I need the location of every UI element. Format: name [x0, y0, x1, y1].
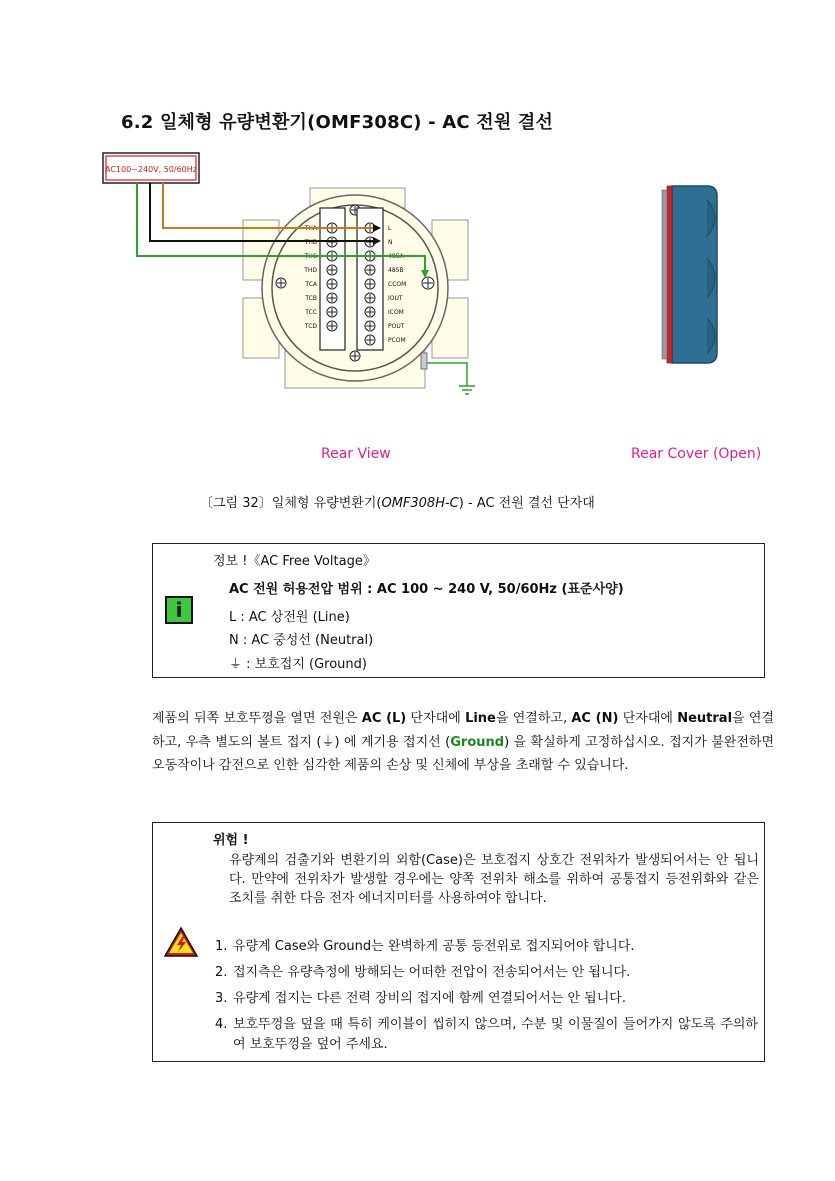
item-text: 유량계 Case와 Ground는 완벽하게 공통 등전위로 접지되어야 합니다. — [233, 939, 635, 954]
info-line-ground: ⏚ : 보호접지 (Ground) — [229, 657, 367, 672]
rear-cover-label: Rear Cover (Open) — [631, 446, 762, 462]
item-text: 유량계 접지는 다른 전력 장비의 접지에 함께 연결되어서는 안 됩니다. — [233, 991, 626, 1006]
info-box — [152, 543, 765, 678]
info-icon: i — [165, 596, 193, 624]
danger-body: 유량계의 검출기와 변환기의 외함(Case)은 보호접지 상호간 전위차가 발생되어서는 안 됩니다. 만약에 전위차가 발생할 경우에는 양쪽 전위차 해소를 위하여 공통접지 등전위화와 같은 조치를 취한 다음 전자 에너지미터를 사용하여야 합니다. — [229, 853, 759, 906]
info-heading: 정보 !《AC Free Voltage》 — [213, 554, 376, 569]
left-terminal-label: THD — [304, 267, 317, 274]
left-terminal-label: THA — [304, 225, 317, 232]
danger-item — [215, 989, 760, 1009]
right-terminal-label: L — [388, 225, 392, 232]
para-text: 을 연결하고, — [495, 711, 572, 726]
rear-cover-graphic — [662, 186, 717, 363]
right-terminal-label: POUT — [388, 323, 405, 330]
para-bold-ac-n: AC (N) — [571, 711, 619, 726]
wiring-diagram — [95, 148, 775, 468]
danger-box — [152, 822, 765, 1062]
ground-bolt — [421, 353, 427, 369]
right-terminal-label: PCOM — [388, 337, 406, 344]
info-line-n: N : AC 중성선 (Neutral) — [229, 633, 374, 648]
left-terminal-label: THB — [304, 239, 317, 246]
danger-item — [215, 1015, 760, 1055]
ground-wire-external — [427, 363, 467, 386]
warning-icon — [163, 926, 199, 958]
danger-heading: 위험 ! — [213, 833, 249, 848]
item-number: 4. — [215, 1017, 228, 1032]
item-number: 1. — [215, 939, 228, 954]
item-number: 3. — [215, 991, 228, 1006]
para-bold-neutral: Neutral — [677, 711, 733, 726]
right-terminal-label: N — [388, 239, 393, 246]
caption-model: OMF308H-C — [381, 496, 459, 511]
housing-inner — [272, 205, 438, 371]
right-terminal-label: 485A — [388, 253, 404, 260]
para-text: ) 을 확실하게 고정하십시오. 접지가 불완전하면 오동작이나 감전으로 인한 심각한 제품의 손상 및 신체에 부상을 초래할 수 있습니다. — [152, 734, 774, 773]
danger-item — [215, 963, 760, 983]
rear-view-label: Rear View — [321, 446, 391, 462]
info-line-l: L : AC 상전원 (Line) — [229, 610, 350, 625]
para-text: 제품의 뒤쪽 보호뚜껑을 열면 전원은 — [152, 711, 362, 726]
figure-caption — [200, 492, 595, 511]
para-text: 단자대에 — [618, 711, 678, 726]
caption-prefix: 〔그림 32〕일체형 유량변환기( — [200, 496, 382, 511]
left-terminal-label: TCD — [304, 323, 317, 330]
left-terminal-label: TCB — [305, 295, 317, 302]
item-text: 보호뚜껑을 덮을 때 특히 케이블이 씹히지 않으며, 수분 및 이물질이 들어가지 않도록 주의하여 보호뚜껑을 덮어 주세요. — [233, 1017, 758, 1052]
item-number: 2. — [215, 965, 228, 980]
right-terminal-label: 485B — [388, 267, 404, 274]
wiring-diagram-svg — [95, 148, 775, 468]
left-terminal-label: TCA — [305, 281, 317, 288]
wiring-instructions — [152, 707, 774, 778]
right-terminal-label: IOUT — [388, 295, 403, 302]
right-terminal-label: CCOM — [388, 281, 407, 288]
para-text: 을 연결하고, 우측 별도의 볼트 접지 (⏚) 에 계기용 접지선 ( — [152, 711, 775, 750]
para-text: 단자대에 — [406, 711, 466, 726]
section-title: 6.2 일체형 유량변환기(OMF308C) - AC 전원 결선 — [121, 112, 554, 133]
para-bold-ac-l: AC (L) — [361, 711, 407, 726]
caption-suffix: ) - AC 전원 결선 단자대 — [458, 496, 595, 511]
power-source-label: AC100~240V, 50/60Hz — [105, 165, 197, 174]
right-terminal-label: ICOM — [388, 309, 404, 316]
ground-symbol-icon — [459, 386, 475, 394]
item-text: 접지측은 유량측정에 방해되는 어떠한 전압이 전송되어서는 안 됩니다. — [233, 965, 631, 980]
danger-item — [215, 937, 760, 957]
info-voltage-range: AC 전원 허용전압 범위 : AC 100 ~ 240 V, 50/60Hz (표준사양) — [229, 582, 624, 597]
left-terminal-label: TCC — [305, 309, 317, 316]
para-ground-highlight: Ground — [450, 734, 505, 750]
left-terminal-label: THC — [304, 253, 317, 260]
para-bold-line: Line — [465, 711, 496, 726]
